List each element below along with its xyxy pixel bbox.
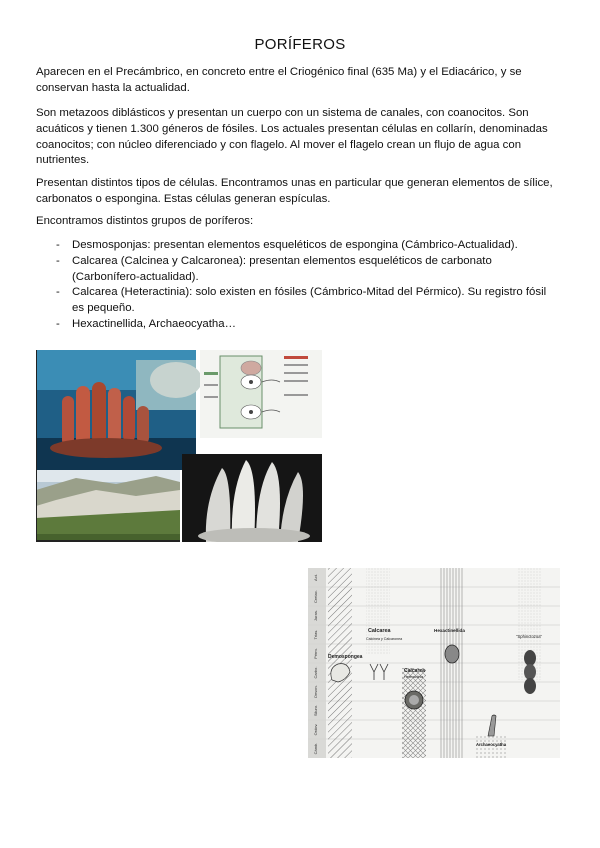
- list-item: - Hexactinellida, Archaeocyatha…: [36, 317, 556, 333]
- landscape-photo: [36, 470, 180, 542]
- period-label: Ordov.: [313, 723, 318, 736]
- page-title: PORÍFEROS: [254, 36, 346, 53]
- label-calcarea-hetero-sub: Heteractinia: [404, 675, 424, 679]
- choanocyte-diagram: [200, 350, 322, 438]
- period-label: Cretac.: [313, 590, 318, 603]
- paragraph-groups-intro: Encontramos distintos grupos de poríferos:: [36, 215, 254, 227]
- period-label: Juras.: [313, 610, 318, 621]
- label-calcarea-sub: Calcinea y Calcaronea: [366, 637, 403, 641]
- list-dash: -: [56, 239, 60, 251]
- list-dash: -: [56, 286, 60, 299]
- label-sphinctozoa: "Sphinctozoa": [516, 634, 543, 639]
- sphinctozoa-drawing: [524, 650, 536, 694]
- paragraph-origin: Aparecen en el Precámbrico, en concreto entre el Criogénico final (635 Ma) y el Ediacárico, y se conservan hasta la actualidad.: [36, 66, 522, 94]
- period-label: Act.: [313, 574, 318, 581]
- calcarea-heteractinia-range: [402, 668, 426, 758]
- paragraph-description: Son metazoos diblásticos y presentan un cuerpo con un sistema de canales, con coanocitos. Son acuáticos y tienen 1.300 géneros de fósiles. Los actuales presentan células en collarín, denominadas coanocitos; con núcleo diferenciado y con flagelo. Al mover el flagelo crean un flujo de agua con nutrientes.: [36, 107, 548, 167]
- list-dash: -: [56, 254, 60, 267]
- calcarea-range: [366, 568, 390, 654]
- stratigraphic-range-chart: [308, 568, 560, 758]
- list-item: - Calcarea (Calcinea y Calcaronea): presentan elementos esqueléticos de carbonato (Carbonífero-actualidad).: [56, 254, 492, 283]
- label-hexactinellida: Hexactinellida: [434, 628, 465, 633]
- sponge-underwater-photo: [36, 350, 202, 470]
- list-item: - Calcarea (Heteractinia): solo existen en fósiles (Cámbrico-Mitad del Pérmico). Su registro fósil es pequeño.: [56, 286, 547, 315]
- label-archaeocyatha: Archaeocyatha: [476, 742, 507, 747]
- period-label: Trias.: [313, 629, 318, 640]
- period-label: Devon.: [313, 685, 318, 698]
- period-label: Cámb.: [313, 742, 318, 755]
- list-item: - Desmosponjas: presentan elementos esqueléticos de espongina (Cámbrico-Actualidad).: [36, 238, 556, 254]
- period-label: Siluro.: [313, 704, 318, 717]
- label-demospongea: Demospongea: [328, 654, 363, 660]
- photo-collage: [36, 350, 322, 542]
- hexactinellida-drawing: [445, 645, 459, 663]
- heteractinia-drawing: [405, 691, 423, 709]
- period-label: Carbo.: [313, 666, 318, 679]
- label-calcarea-hetero: Calcarea: [404, 668, 425, 674]
- paragraph-cells: Presentan distintos tipos de células. Encontramos unas en particular que generan elementos de sílice, carbonatos o espongina. Estas células generan espículas.: [36, 177, 553, 205]
- list-dash: -: [56, 317, 60, 330]
- groups-list: [36, 238, 556, 333]
- demospongea-range: [328, 568, 352, 758]
- glass-sponge-photo: [182, 454, 322, 542]
- label-calcarea: Calcarea: [368, 628, 391, 634]
- period-label: Pérm.: [313, 648, 318, 659]
